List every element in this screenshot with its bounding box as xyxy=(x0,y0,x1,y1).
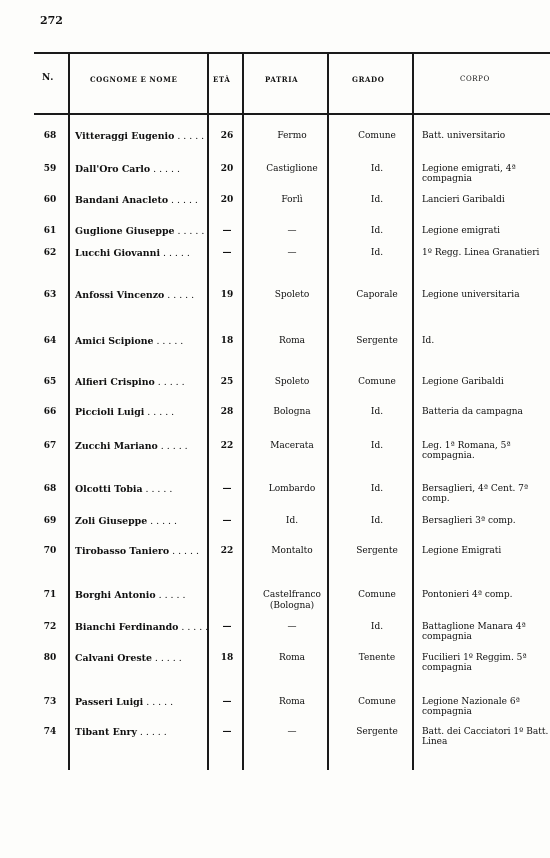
entry-name xyxy=(75,516,205,527)
entry-corpo: Id. xyxy=(422,336,435,346)
entry-eta: — xyxy=(222,484,232,494)
entry-number: 59 xyxy=(43,164,57,174)
entry-name-text: Lucchi Giovanni xyxy=(75,248,161,259)
entry-grado: Id. xyxy=(370,195,384,205)
entry-name-text: Guglione Giuseppe xyxy=(75,226,175,237)
header-corpo: CORPO xyxy=(460,75,490,83)
entry-number: 68 xyxy=(43,484,57,494)
entry-name-text: Borghi Antonio xyxy=(75,590,156,601)
entry-eta: 20 xyxy=(220,164,234,174)
entry-grado: Comune xyxy=(358,377,396,387)
entry-name xyxy=(75,697,205,708)
entry-grado: Id. xyxy=(370,248,384,258)
entry-name xyxy=(75,164,205,175)
entry-name-text: Amici Scipione xyxy=(75,336,154,347)
entry-leader-dots: . . . . . xyxy=(150,164,180,175)
entry-name-text: Dall'Oro Carlo xyxy=(75,164,151,175)
entry-leader-dots: . . . . . xyxy=(155,590,186,601)
entry-name-text: Anfossi Vincenzo xyxy=(75,290,165,301)
entry-patria: Roma xyxy=(278,653,306,663)
entry-eta: 18 xyxy=(220,653,234,663)
entry-number: 68 xyxy=(43,131,57,141)
entry-number: 73 xyxy=(43,697,57,707)
entry-name-text: Vitteraggi Eugenio xyxy=(75,131,175,142)
entry-eta: 26 xyxy=(220,131,234,141)
entry-patria: Fermo xyxy=(277,131,307,141)
entry-corpo: Legione Emigrati xyxy=(422,546,502,556)
entry-leader-dots: . . . . . xyxy=(174,226,205,237)
entry-name-text: Passeri Luigi xyxy=(75,697,144,708)
entry-name-text: Tirobasso Taniero xyxy=(75,546,170,557)
entry-leader-dots: . . . . . xyxy=(142,484,173,495)
entry-eta: 22 xyxy=(220,546,234,556)
entry-number: 63 xyxy=(43,290,57,300)
entry-name-text: Bandani Anacleto xyxy=(75,195,169,206)
header-name: COGNOME E NOME xyxy=(90,75,178,84)
header-eta: ETÀ xyxy=(213,75,231,84)
entry-leader-dots: . . . . . xyxy=(143,697,174,708)
entry-name xyxy=(75,248,205,259)
entry-corpo: 1º Regg. Linea Granatieri xyxy=(422,248,540,258)
entry-grado: Sergente xyxy=(356,727,398,737)
entry-patria: Macerata xyxy=(270,441,314,451)
entry-number: 62 xyxy=(43,248,57,258)
entry-name-text: Piccioli Luigi xyxy=(75,407,145,418)
entry-number: 70 xyxy=(43,546,57,556)
entry-corpo: Legione emigrati xyxy=(422,226,501,236)
entry-leader-dots: . . . . . xyxy=(160,248,190,259)
entry-number: 69 xyxy=(43,516,57,526)
entry-patria: Roma xyxy=(278,697,306,707)
entry-patria: — xyxy=(287,248,297,258)
entry-corpo: Batt. universitario xyxy=(422,131,506,141)
entry-name xyxy=(75,727,205,738)
entry-grado: Comune xyxy=(358,697,396,707)
entry-name xyxy=(75,131,205,142)
entry-patria: — xyxy=(287,226,297,236)
header-grado: GRADO xyxy=(352,75,385,84)
entry-grado: Tenente xyxy=(358,653,396,663)
entry-name xyxy=(75,377,205,388)
entry-corpo: Legione emigrati, 4ª compagnia xyxy=(422,164,516,184)
entry-eta: 22 xyxy=(220,441,234,451)
entry-eta: 18 xyxy=(220,336,234,346)
column-divider xyxy=(68,52,70,770)
entry-patria: Forlì xyxy=(281,195,303,205)
header-bottom-rule xyxy=(34,113,550,115)
entry-eta: — xyxy=(222,727,232,737)
entry-patria: Castelfranco (Bologna) xyxy=(263,590,321,611)
entry-grado: Caporale xyxy=(356,290,398,300)
entry-eta: — xyxy=(222,516,232,526)
entry-grado: Id. xyxy=(370,516,384,526)
entry-grado: Id. xyxy=(370,407,384,417)
entry-grado: Id. xyxy=(370,622,384,632)
entry-leader-dots: . . . . . xyxy=(169,546,199,557)
entry-eta: 20 xyxy=(220,195,234,205)
entry-grado: Id. xyxy=(370,226,384,236)
entry-name-text: Alfieri Crispino xyxy=(75,377,155,388)
entry-name xyxy=(75,622,209,633)
entry-name xyxy=(75,484,205,495)
entry-leader-dots: . . . . . xyxy=(147,516,177,527)
entry-patria: Spoleto xyxy=(274,377,310,387)
column-divider xyxy=(207,52,209,770)
entry-number: 71 xyxy=(43,590,57,600)
entry-name xyxy=(75,226,205,237)
entry-number: 80 xyxy=(43,653,57,663)
entry-patria: Castiglione xyxy=(266,164,318,174)
entry-name xyxy=(75,653,205,664)
entry-name xyxy=(75,590,205,601)
entry-name xyxy=(75,546,205,557)
entry-number: 64 xyxy=(43,336,57,346)
entry-patria: Lombardo xyxy=(268,484,316,494)
entry-corpo: Batteria da campagna xyxy=(422,407,523,417)
entry-name xyxy=(75,290,205,301)
entry-grado: Comune xyxy=(358,131,396,141)
header-patria: PATRIA xyxy=(265,75,299,84)
entry-eta: — xyxy=(222,697,232,707)
page-number: 272 xyxy=(40,14,63,27)
entry-corpo: Pontonieri 4ª comp. xyxy=(422,590,513,600)
entry-leader-dots: . . . . . xyxy=(164,290,195,301)
entry-grado: Sergente xyxy=(356,336,398,346)
entry-patria: Montalto xyxy=(271,546,313,556)
entry-corpo: Batt. dei Cacciatori 1º Batt. Linea xyxy=(422,727,549,747)
entry-patria: Spoleto xyxy=(274,290,310,300)
entry-corpo: Battaglione Manara 4ª compagnia xyxy=(422,622,526,642)
entry-name xyxy=(75,336,205,347)
entry-patria: Roma xyxy=(278,336,306,346)
entry-leader-dots: . . . . . xyxy=(144,407,175,418)
entry-patria: Id. xyxy=(285,516,299,526)
entry-patria: — xyxy=(287,727,297,737)
entry-name-text: Zoli Giuseppe xyxy=(75,516,148,527)
entry-eta: — xyxy=(222,622,232,632)
entry-corpo: Legione Nazionale 6ª compagnia xyxy=(422,697,520,717)
entry-name-text: Olcotti Tobia xyxy=(75,484,143,495)
entry-leader-dots: . . . . . xyxy=(154,377,185,388)
header-top-rule xyxy=(34,52,550,54)
entry-grado: Id. xyxy=(370,484,384,494)
entry-leader-dots: . . . . . xyxy=(168,195,198,206)
entry-name-text: Tibant Enry xyxy=(75,727,137,738)
entry-corpo: Bersaglieri 3ª comp. xyxy=(422,516,516,526)
entry-grado: Id. xyxy=(370,164,384,174)
entry-corpo: Lancieri Garibaldi xyxy=(422,195,505,205)
entry-grado: Comune xyxy=(358,590,396,600)
entry-eta: 19 xyxy=(220,290,234,300)
entry-grado: Sergente xyxy=(356,546,398,556)
entry-number: 65 xyxy=(43,377,57,387)
entry-patria: — xyxy=(287,622,297,632)
entry-name xyxy=(75,195,205,206)
entry-number: 72 xyxy=(43,622,57,632)
entry-number: 67 xyxy=(43,441,57,451)
entry-leader-dots: . . . . . xyxy=(136,727,167,738)
entry-eta: — xyxy=(222,226,232,236)
entry-corpo: Bersaglieri, 4ª Cent. 7ª comp. xyxy=(422,484,529,504)
entry-name xyxy=(75,441,205,452)
entry-leader-dots: . . . . . xyxy=(174,131,205,142)
entry-eta: 28 xyxy=(220,407,234,417)
entry-eta: — xyxy=(222,248,232,258)
entry-number: 66 xyxy=(43,407,57,417)
entry-corpo: Fucilieri 1º Reggim. 5ª compagnia xyxy=(422,653,527,673)
entry-grado: Id. xyxy=(370,441,384,451)
entry-corpo: Legione Garibaldi xyxy=(422,377,504,387)
entry-name-text: Bianchi Ferdinando xyxy=(75,622,179,633)
entry-leader-dots: . . . . . xyxy=(178,622,209,633)
entry-eta: 25 xyxy=(220,377,234,387)
entry-corpo: Legione universitaria xyxy=(422,290,520,300)
header-marker: N. xyxy=(42,73,54,83)
entry-name-text: Calvani Oreste xyxy=(75,653,152,664)
entry-number: 61 xyxy=(43,226,57,236)
entry-patria: Bologna xyxy=(273,407,311,417)
entry-number: 60 xyxy=(43,195,57,205)
entry-leader-dots: . . . . . xyxy=(157,441,188,452)
entry-number: 74 xyxy=(43,727,57,737)
entry-name-text: Zucchi Mariano xyxy=(75,441,158,452)
entry-corpo: Leg. 1ª Romana, 5ª compagnia. xyxy=(422,441,511,461)
entry-leader-dots: . . . . . xyxy=(153,336,184,347)
entry-leader-dots: . . . . . xyxy=(151,653,182,664)
entry-name xyxy=(75,407,205,418)
